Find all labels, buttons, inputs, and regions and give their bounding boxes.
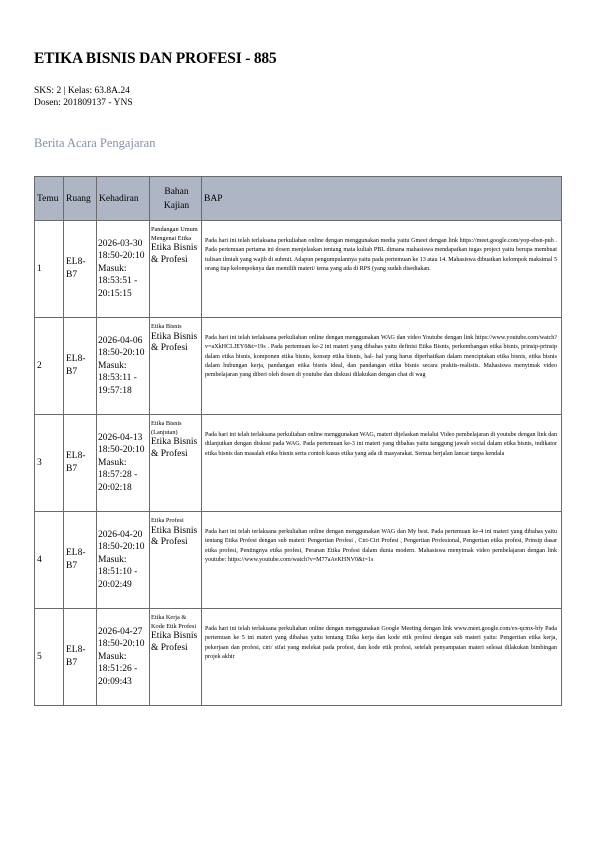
cell-temu: 2 [35, 318, 64, 415]
table-row [35, 221, 562, 318]
header-bahan-kajian: Bahan Kajian [150, 177, 202, 221]
bahan-detail: Etika Kerja & Kode Etik Profesi [151, 614, 197, 630]
cell-temu: 1 [35, 221, 64, 318]
cell-kehadiran: 2026-03-30 18:50-20:10 Masuk: 18:53:51 - 20:15:15 [97, 221, 150, 318]
cell-ruang: EL8-B7 [64, 512, 97, 609]
header-ruang: Ruang [64, 177, 97, 221]
cell-temu: 4 [35, 512, 64, 609]
cell-kehadiran: 2026-04-13 18:50-20:10 Masuk: 18:57:28 - 20:02:18 [97, 415, 150, 512]
bahan-main: Etika Bisnis & Profesi [151, 437, 198, 459]
section-heading: Berita Acara Pengajaran [34, 136, 156, 150]
cell-kehadiran: 2026-04-27 18:50-20:10 Masuk: 18:51:26 - 20:09:43 [97, 609, 150, 706]
cell-bap: Pada hari ini telah terlaksana perkuliahan online dengan menggunakan WAG dan My best. Pada pertemuan ke-4 ini materi yang dibahas yaitu tentang Etika Profesi dengan sub materi: Pengertian Profesi , Ciri-Ciri Profesi , Pengertian Profesional, Pengertian etika profesi, Prinsip dasar etika profesi, Pentingnya etika profesi, Peranan Etika Profesi dalam dunia modern. Mahasiswa menyimak video pembelajaran dengan link youtube: https://www.youtube.com/watch?v=M77aAvKHNV0&t=1s [202, 512, 562, 609]
cell-bahan-kajian [150, 609, 202, 706]
cell-ruang: EL8-B7 [64, 415, 97, 512]
bahan-detail: Etika Bisnis [151, 323, 182, 330]
cell-bap: Pada hari ini telah terlaksana perkuliahan online menggunakan WAG, materi dijelaskan melalui Video pembelajaran di youtube dengan link dan dilanjutkan dengan diskusi pada WAG. Pada pertemuan ke-3 ini materi yang dibahas yaitu tanggung jawab social dalam etika bisnis, indikator etika bisnis dan masalah etika bisnis serta contoh kasus etika yang ada di masyarakat. Semua berjalan lancar tanpa kendala [202, 415, 562, 512]
bahan-main: Etika Bisnis & Profesi [151, 331, 198, 353]
bahan-detail: Etika Profesi [151, 517, 184, 524]
cell-bap: Pada hari ini telah terlaksana perkuliahan online dengan menggunakan WAG dan video Youtube dengan link https://www.youtube.com/watch?v=aXkHCLJEY0&t=19s . Pada pertemuan ke-2 ini materi yang dibahas yaitu definisi Etika Bisnis, perkembangan etika bisnis, prinsip-prinsip dalam etika bisnis, komponen etika bisnis, konsep etika bisnis, hal- hal yang harus diperhatikan dalam menciptakan etika bisnis, etika bisnis dalam hubungan kerja, pandangan etika bisnis ideal, dan pandangan etika bisnis secara praktis-realistis. Mahasiswa menyimak video pembelajaran yang diberi oleh dosen di youtube dan diskusi dilakukan dengan chat di wag [202, 318, 562, 415]
table-row [35, 609, 562, 706]
cell-ruang: EL8-B7 [64, 221, 97, 318]
header-bap: BAP [202, 177, 562, 221]
cell-bahan-kajian [150, 318, 202, 415]
page-title: ETIKA BISNIS DAN PROFESI - 885 [34, 50, 277, 67]
lecturer-info: Dosen: 201809137 - YNS [34, 98, 133, 108]
cell-bahan-kajian [150, 415, 202, 512]
cell-temu: 5 [35, 609, 64, 706]
bahan-main: Etika Bisnis & Profesi [151, 631, 198, 653]
cell-bap: Pada hari ini telah terlaksana perkuliahan online dengan menggunakan media yaitu Gmeet dengan link https://meet.google.com/yop-ebsn-puh . Pada pertemuan pertama ini dosen menjelaskan tentang mata kuliah PBL dimana mahasiswa mendapatkan tugas project yaitu berupa membuat tulisan ilmiah yang wajib di submit. Adapun pengumpulannya yaitu pada pertemuan ke 13 atau 14. Mahasiswa dibuatkan kelompok maksimal 5 orang tiap kelompoknya dan memilih materi/ tema yang ada di RPS (yang sudah disediakan. [202, 221, 562, 318]
course-info: SKS: 2 | Kelas: 63.8A.24 [34, 86, 130, 96]
cell-kehadiran: 2026-04-20 18:50-20:10 Masuk: 18:51:10 - 20:02:49 [97, 512, 150, 609]
bahan-detail: Etika Bisnis (Lanjutan) [151, 420, 182, 436]
cell-kehadiran: 2026-04-06 18:50-20:10 Masuk: 18:53:11 - 19:57:18 [97, 318, 150, 415]
teaching-log-table [34, 176, 562, 706]
cell-temu: 3 [35, 415, 64, 512]
bahan-main: Etika Bisnis & Profesi [151, 525, 198, 547]
bahan-detail: Pandangan Umum Mengenai Etika [151, 226, 198, 242]
cell-ruang: EL8-B7 [64, 318, 97, 415]
header-temu: Temu [35, 177, 64, 221]
cell-ruang: EL8-B7 [64, 609, 97, 706]
table-row [35, 415, 562, 512]
table-row [35, 318, 562, 415]
table-header-row [35, 177, 562, 221]
cell-bap: Pada hari ini telah terlaksana perkuliahan online dengan menggunakan Google Meeting dengan link www.meet.google.com/ex-qcmx-bfy Pada pertemuan ke 5 ini materi yang dibahas yaitu tentang Etika kerja dan kode etik profesi dengan sub materi yaitu: Pengertian etika kerja, pekerjaan dan profesi, ciri/ sifat yang melekat pada profesi, dan kode etik profesi, setelah penyampaian materi selesai dilakukan bimbingan projek akhir [202, 609, 562, 706]
cell-bahan-kajian [150, 221, 202, 318]
cell-bahan-kajian [150, 512, 202, 609]
bahan-main: Etika Bisnis & Profesi [151, 243, 198, 265]
table-row [35, 512, 562, 609]
header-kehadiran: Kehadiran [97, 177, 150, 221]
